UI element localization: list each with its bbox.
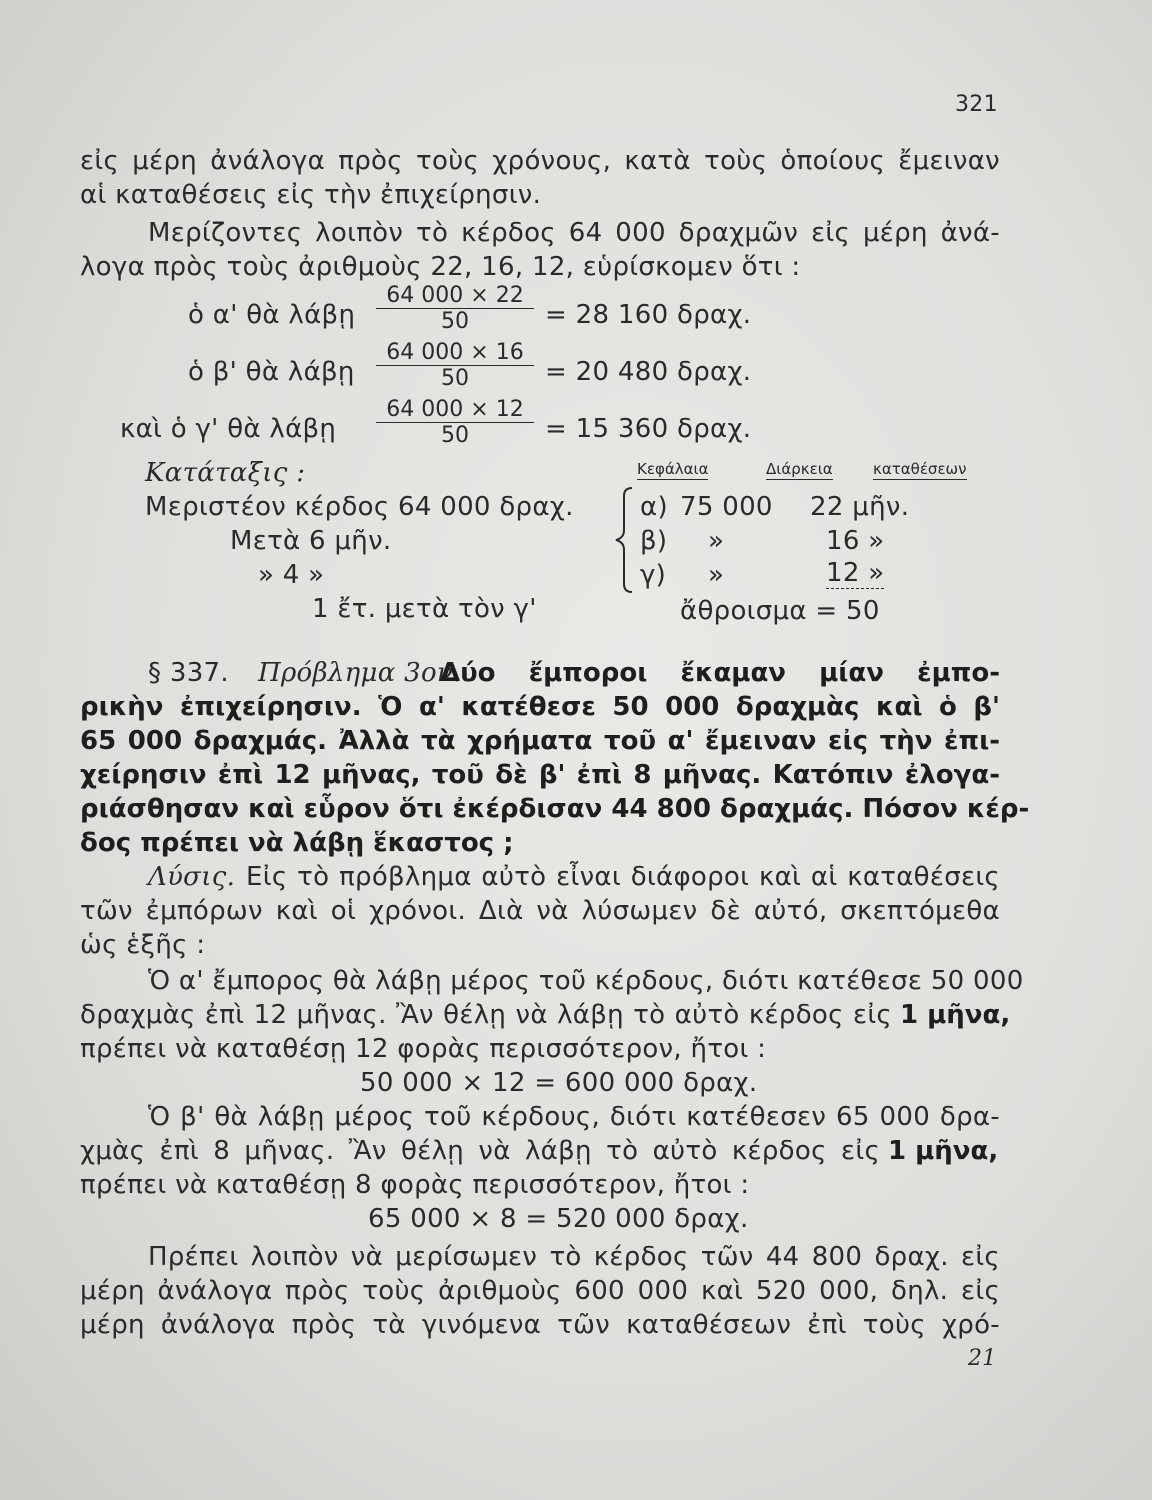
row-label: α) (640, 492, 668, 522)
text-line: τῶν ἐμπόρων καὶ οἱ χρόνοι. Διὰ νὰ λύσωμεν δὲ αὐτό, σκεπτόμεθα (80, 896, 1000, 926)
share-label: ὁ α' θὰ λάβῃ (188, 300, 356, 330)
text-line: Ὁ β' θὰ λάβῃ μέρος τοῦ κέρδους, διότι κατέθεσεν 65 000 δρα- (148, 1102, 1000, 1132)
fraction-numerator: 64 000 × 12 (386, 397, 524, 422)
text-line: λογα πρὸς τοὺς ἀριθμοὺς 22, 16, 12, εὑρίσκομεν ὅτι : (80, 252, 801, 282)
equation: 65 000 × 8 = 520 000 δραχ. (368, 1204, 749, 1234)
share-label: ὁ β' θὰ λάβῃ (188, 357, 355, 387)
share-result: = 15 360 δραχ. (545, 414, 752, 444)
problem-line: χείρησιν ἐπὶ 12 μῆνας, τοῦ δὲ β' ἐπὶ 8 μῆνας. Κατόπιν ἐλογα- (80, 760, 1000, 790)
arrangement-title: Κατάταξις : (145, 458, 306, 488)
column-header-duration: Διάρκεια (766, 460, 833, 478)
text-line: δραχμὰς ἐπὶ 12 μῆνας. Ἂν θέλῃ νὰ λάβῃ τὸ αὐτὸ κέρδος εἰς (80, 1000, 892, 1030)
problem-line: 65 000 δραχμάς. Ἀλλὰ τὰ χρήματα τοῦ α' ἔμειναν εἰς τὴν ἐπι- (80, 726, 1000, 756)
fraction-numerator: 64 000 × 16 (386, 340, 524, 365)
text-line: μέρη ἀνάλογα πρὸς τοὺς ἀριθμοὺς 600 000 καὶ 520 000, δηλ. εἰς (80, 1276, 1000, 1306)
fraction-denominator: 50 (441, 309, 469, 334)
share-result: = 20 480 δραχ. (545, 357, 752, 387)
bold-term: 1 μῆνα, (888, 1136, 999, 1166)
text-line: ὡς ἑξῆς : (80, 930, 206, 960)
equation: 50 000 × 12 = 600 000 δραχ. (360, 1068, 758, 1098)
text-line: Πρέπει λοιπὸν νὰ μερίσωμεν τὸ κέρδος τῶν 44 800 δραχ. εἰς (148, 1242, 1000, 1272)
row-duration: 16 » (826, 526, 885, 556)
arrangement-line: Μεριστέον κέρδος 64 000 δραχ. (145, 492, 574, 522)
text-line: πρέπει νὰ καταθέσῃ 8 φορὰς περισσότερον, ἤτοι : (80, 1170, 750, 1200)
arrangement-line: 1 ἔτ. μετὰ τὸν γ' (312, 594, 537, 624)
share-fraction (376, 284, 534, 334)
text-line: Εἰς τὸ πρόβλημα αὐτὸ εἶναι διάφοροι καὶ αἱ καταθέσεις (246, 862, 1000, 892)
row-capital: 75 000 (680, 492, 773, 522)
section-number: § 337. (148, 658, 229, 688)
row-duration: 12 » (826, 558, 885, 588)
row-duration: 22 μῆν. (810, 492, 910, 522)
text-line: μέρη ἀνάλογα πρὸς τὰ γινόμενα τῶν καταθέσεων ἐπὶ τοὺς χρό- (80, 1310, 1000, 1340)
problem-line: δος πρέπει νὰ λάβῃ ἕκαστος ; (80, 828, 514, 858)
bold-term: 1 μῆνα, (900, 1000, 1011, 1030)
problem-line: ρικὴν ἐπιχείρησιν. Ὁ α' κατέθεσε 50 000 δραχμὰς καὶ ὁ β' (80, 692, 1000, 722)
sum-line: ἄθροισμα = 50 (680, 596, 880, 626)
row-label: γ) (640, 560, 667, 590)
fraction-denominator: 50 (441, 423, 469, 448)
row-capital: » (708, 526, 725, 556)
share-result: = 28 160 δραχ. (545, 300, 752, 330)
curly-brace-icon (612, 486, 636, 594)
row-label: β) (640, 526, 668, 556)
column-header-capital: Κεφάλαια (637, 460, 709, 478)
problem-line: Δύο ἔμποροι ἔκαμαν μίαν ἐμπο- (440, 658, 1000, 688)
solution-label: Λύσις. (148, 862, 236, 892)
page-number: 321 (955, 92, 998, 117)
problem-line: ριάσθησαν καὶ εὗρον ὅτι ἐκέρδισαν 44 800 δραχμάς. Πόσον κέρ- (80, 794, 1030, 824)
text-line: Ὁ α' ἔμπορος θὰ λάβῃ μέρος τοῦ κέρδους, διότι κατέθεσε 50 000 (148, 966, 1024, 996)
arrangement-line: » 4 » (258, 560, 325, 590)
fraction-numerator: 64 000 × 22 (386, 283, 524, 308)
share-fraction (376, 341, 534, 391)
column-header-deposits: καταθέσεων (873, 460, 967, 478)
text-line: αἱ καταθέσεις εἰς τὴν ἐπιχείρησιν. (80, 180, 542, 210)
problem-title: Πρόβλημα 3ον. (258, 658, 462, 688)
signature-mark: 21 (968, 1346, 997, 1371)
text-line: Μερίζοντες λοιπὸν τὸ κέρδος 64 000 δραχμῶν εἰς μέρη ἀνά- (148, 218, 1000, 248)
fraction-denominator: 50 (441, 366, 469, 391)
text-line: εἰς μέρη ἀνάλογα πρὸς τοὺς χρόνους, κατὰ τοὺς ὁποίους ἔμειναν (80, 146, 1000, 176)
share-fraction (376, 398, 534, 448)
text-line: πρέπει νὰ καταθέσῃ 12 φορὰς περισσότερον, ἤτοι : (80, 1034, 767, 1064)
text-line: χμὰς ἐπὶ 8 μῆνας. Ἂν θέλῃ νὰ λάβῃ τὸ αὐτὸ κέρδος εἰς (80, 1136, 880, 1166)
share-label: καὶ ὁ γ' θὰ λάβῃ (120, 414, 337, 444)
arrangement-line: Μετὰ 6 μῆν. (230, 526, 392, 556)
row-capital: » (708, 560, 725, 590)
